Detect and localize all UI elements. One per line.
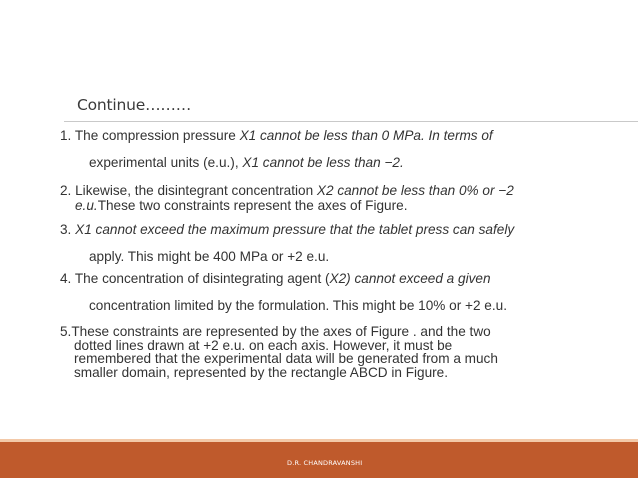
point-4-line-2 — [89, 298, 507, 314]
point-1-text-a: 1. The compression pressure — [60, 128, 240, 143]
point-5-line-3: remembered that the experimental data will be generated from a much — [74, 351, 498, 366]
point-3-text-a: 3. — [60, 222, 76, 237]
point-4-text-a: 4. The concentration of disintegrating agent ( — [60, 271, 330, 286]
point-3-text-b: X1 cannot exceed the maximum pressure that the tablet press can safely — [75, 222, 515, 237]
point-2-text-d: These two constraints represent the axes of Figure. — [97, 198, 408, 213]
point-1-line-1 — [60, 128, 493, 144]
point-2-line-1 — [60, 183, 514, 199]
point-5-line-1: 5.These constraints are represented by the axes of Figure . and the two — [60, 324, 491, 339]
point-3-line-1 — [60, 222, 514, 238]
point-1-text-b: X1 cannot be less than 0 MPa. In terms of — [239, 128, 493, 143]
point-2-text-c: e.u. — [75, 198, 98, 213]
point-3-text-c: apply. This might be 400 MPa or +2 e.u. — [89, 249, 330, 264]
point-4-text-b: X2) cannot exceed a given — [329, 271, 491, 286]
slide-title: Continue……… — [77, 96, 191, 114]
point-4-line-1 — [60, 271, 491, 287]
point-2-text-b: X2 cannot be less than 0% or −2 — [316, 183, 514, 198]
point-1-line-2 — [89, 155, 404, 171]
point-2-line-2 — [75, 198, 407, 214]
point-2-text-a: 2. Likewise, the disintegrant concentration — [60, 183, 317, 198]
point-5-line-2: dotted lines drawn at +2 e.u. on each axis. However, it must be — [74, 337, 453, 353]
title-divider — [64, 121, 638, 122]
point-5 — [60, 325, 584, 379]
point-4-text-c: concentration limited by the formulation. This might be 10% or +2 e.u. — [89, 298, 507, 313]
point-1-text-d: X1 cannot be less than −2. — [242, 155, 404, 170]
point-3-line-2 — [89, 249, 329, 265]
footer-author: D.R. CHANDRAVANSHI — [287, 459, 363, 467]
point-5-line-4: smaller domain, represented by the rectangle ABCD in Figure. — [74, 364, 449, 380]
point-1-text-c: experimental units (e.u.), — [89, 155, 243, 170]
